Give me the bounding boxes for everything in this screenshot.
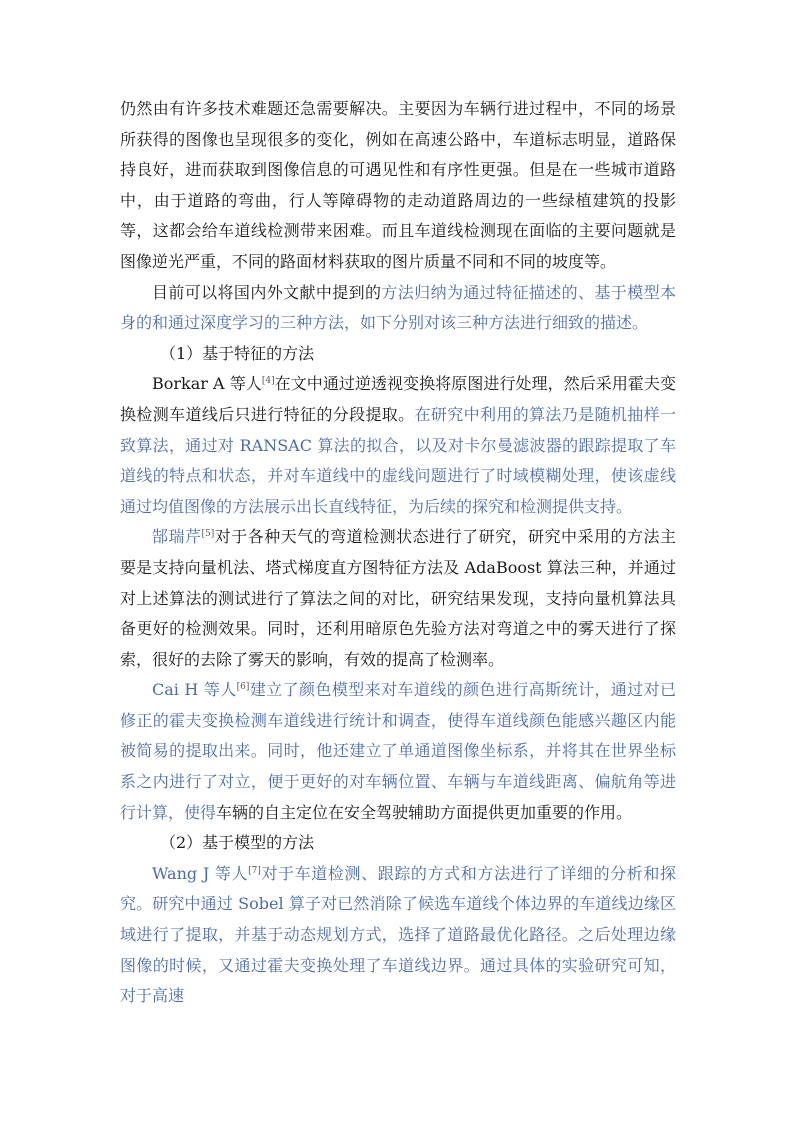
- text-run: （1）基于特征的方法: [160, 343, 315, 363]
- citation-marker: [4]: [261, 376, 275, 387]
- document-page: [120, 94, 676, 1012]
- body-paragraph: [120, 859, 676, 1012]
- body-paragraph: [120, 369, 676, 522]
- citation-marker: [5]: [201, 529, 215, 540]
- body-paragraph: [120, 94, 676, 278]
- text-run: 车辆的自主定位在安全驾驶辅助方面提供更加重要的作用。: [216, 802, 633, 822]
- citation-marker: [6]: [236, 682, 250, 693]
- highlighted-text: Cai H 等人: [152, 680, 237, 700]
- text-run: 对于各种天气的弯道检测状态进行了研究，研究中采用的方法主要是支持向量机法、塔式梯度直方图特征方法及 AdaBoost 算法三种，并通过对上述算法的测试进行了算法之间的对比，研究结果发现，支持向量机算法具备更好的检测效果。同时，还利用暗原色先验方法对弯道之中的雾天进行了探索，很好的去除了雾天的影响，有效的提高了检测率。: [120, 527, 676, 669]
- highlighted-text: 郜瑞芹: [152, 527, 202, 547]
- text-run: 仍然由有许多技术难题还急需要解决。主要因为车辆行进过程中，不同的场景所获得的图像也呈现很多的变化，例如在高速公路中，车道标志明显，道路保持良好，进而获取到图像信息的可遇见性和有序性更强。但是在一些城市道路中，由于道路的弯曲，行人等障碍物的走动道路周边的一些绿植建筑的投影等，这都会给车道线检测带来困难。而且车道线检测现在面临的主要问题就是图像逆光严重，不同的路面材料获取的图片质量不同和不同的坡度等。: [120, 99, 676, 271]
- highlighted-text: 方法归纳为通过特征描述的、基于模型本身的和通过深度学习的三种方法，如下分别对该三种方法进行细致的描述。: [120, 282, 676, 333]
- highlighted-text: 在研究中利用的算法乃是随机抽样一致算法，通过对 RANSAC 算法的拟合，以及对卡尔曼滤波器的跟踪提取了车道线的特点和状态，并对车道线中的虚线问题进行了时域模糊处理，使该虚线通过均值图像的方法展示出长直线特征，为后续的探究和检测提供支持。: [120, 404, 676, 516]
- text-run: Borkar A 等人: [152, 374, 262, 394]
- highlighted-text: 建立了颜色模型来对车道线的颜色进行高斯统计，通过对已修正的霍夫变换检测车道线进行统计和调查，使得车道线颜色能感兴趣区内能被简易的提取出来。同时，他还建立了单通道图像坐标系，并将其在世界坐标系之内进行了对立，便于更好的对车辆位置、车辆与车道线距离、偏航角等进行计算，: [120, 680, 676, 822]
- body-paragraph: [120, 675, 676, 828]
- body-paragraph: [120, 522, 676, 675]
- highlighted-text: Wang J 等人: [152, 863, 249, 883]
- section-heading: [120, 828, 676, 859]
- section-heading: [120, 339, 676, 370]
- body-paragraph: [120, 278, 676, 339]
- text-run: （2）基于模型的方法: [160, 833, 315, 853]
- text-run: 目前可以将国内外文献中提到的: [152, 282, 382, 302]
- text-run: 在文中通过逆透视变换将原图进行处理，然后采用霍夫变换检测车道线后只进行特征的分段提取。: [120, 374, 676, 424]
- highlighted-text: 对于车道检测、跟踪的方式和方法进行了详细的分析和探究。研究中通过 Sobel 算子对已然消除了候选车道线个体边界的车道线边缘区域进行了提取，并基于动态规划方式，选择了道路最优化路径。之后处理边缘图像的时候，又通过霍夫变换处理了车道线边界。通过具体的实验研究可知，对于高速: [120, 863, 676, 1006]
- citation-marker: [7]: [248, 865, 261, 876]
- highlighted-text: 使得: [184, 802, 217, 822]
